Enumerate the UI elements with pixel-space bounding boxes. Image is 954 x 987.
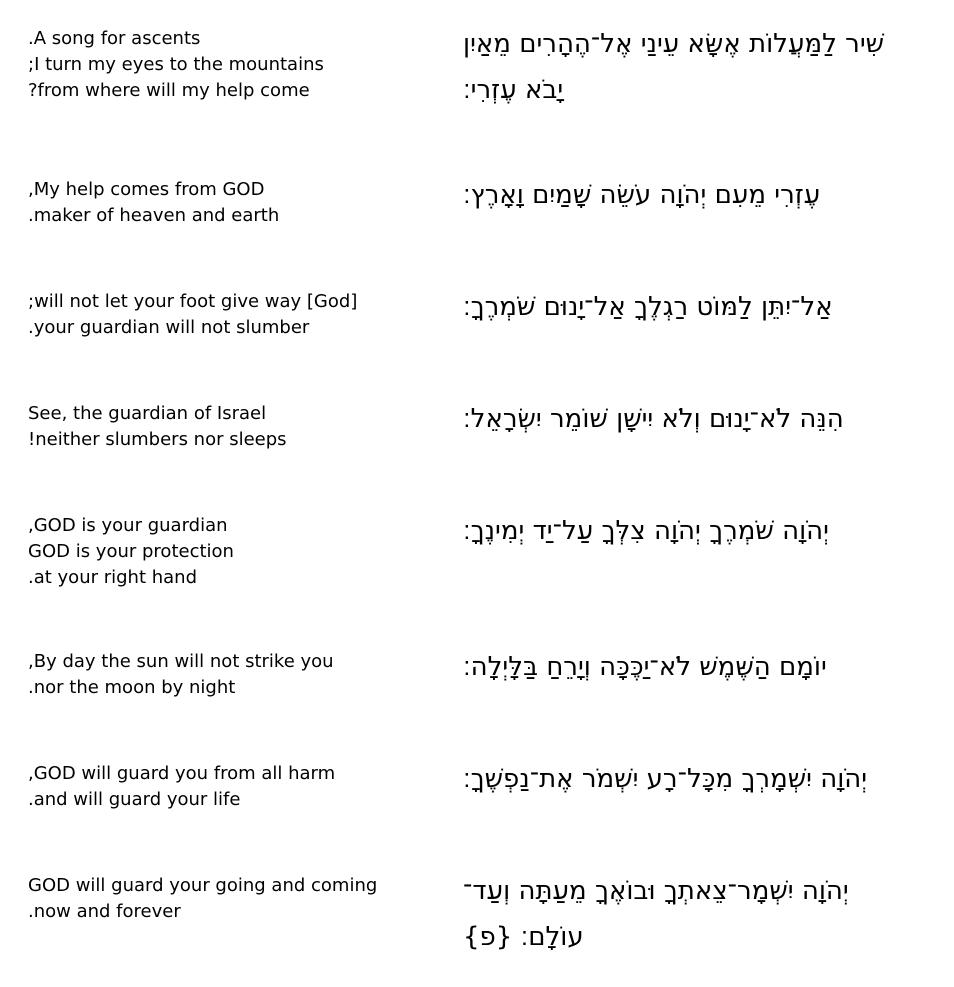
english-line: ,GOD will guard you from all harm xyxy=(28,763,336,784)
verse-row-1 xyxy=(0,26,954,113)
english-line: .and will guard your life xyxy=(28,789,241,810)
hebrew-line: יְהֹוָה שֹׁמְרֶךָ יְהֹוָה צִלְּךָ עַל־יַד יְמִינֶךָ׃ xyxy=(463,516,829,546)
verse-row-2 xyxy=(0,177,954,229)
hebrew-verse xyxy=(455,756,954,802)
hebrew-line: עֶזְרִי מֵעִם יְהֹוָה עֹשֵׂה שָׁמַיִם וָאָרֶץ׃ xyxy=(463,180,821,210)
english-line: ;will not let your foot give way [God] xyxy=(28,291,358,312)
hebrew-line: הִנֵּה לֹא־יָנוּם וְלֹא יִישָׁן שׁוֹמֵר יִשְׂרָאֵל׃ xyxy=(463,404,844,434)
hebrew-line: אַל־יִתֵּן לַמּוֹט רַגְלֶךָ אַל־יָנוּם שֹׁמְרֶךָ׃ xyxy=(463,292,833,322)
english-line: !neither slumbers nor sleeps xyxy=(28,429,287,450)
english-line: ;I turn my eyes to the mountains xyxy=(28,54,324,75)
english-line: GOD is your protection xyxy=(28,541,234,562)
hebrew-line: יוֹמָם הַשֶּׁמֶשׁ לֹא־יַכֶּכָּה וְיָרֵחַ בַּלָּיְלָה׃ xyxy=(463,652,827,682)
hebrew-verse xyxy=(455,284,954,330)
verse-row-8 xyxy=(0,873,954,960)
english-line: ?from where will my help come xyxy=(28,80,310,101)
hebrew-line: שִׁיר לַמַּעֲלוֹת אֶשָּׂא עֵינַי אֶל־הֶהָרִים מֵאַיִן xyxy=(463,29,885,59)
hebrew-line: עוֹלָם׃ {פ} xyxy=(463,922,584,952)
verse-row-5 xyxy=(0,513,954,591)
english-line: .nor the moon by night xyxy=(28,677,236,698)
hebrew-verse xyxy=(455,508,954,554)
hebrew-verse xyxy=(455,21,954,113)
verse-row-7 xyxy=(0,761,954,813)
english-line: ,GOD is your guardian xyxy=(28,515,228,536)
hebrew-verse xyxy=(455,644,954,690)
english-translation xyxy=(0,513,455,591)
english-line: ,By day the sun will not strike you xyxy=(28,651,334,672)
hebrew-line: יְהֹוָה יִשְׁמָרְךָ מִכָּל־רָע יִשְׁמֹר אֶת־נַפְשֶׁךָ׃ xyxy=(463,764,868,794)
hebrew-line: יְהֹוָה יִשְׁמָר־צֵאתְךָ וּבוֹאֶךָ מֵעַתָּה וְעַד־ xyxy=(463,876,849,906)
hebrew-verse xyxy=(455,868,954,960)
english-line: ,My help comes from GOD xyxy=(28,179,265,200)
english-translation xyxy=(0,26,455,104)
english-line: See, the guardian of Israel xyxy=(28,403,267,424)
hebrew-verse xyxy=(455,396,954,442)
hebrew-line: יָבֹא עֶזְרִי׃ xyxy=(463,75,564,105)
english-translation xyxy=(0,873,455,925)
english-line: .at your right hand xyxy=(28,567,198,588)
english-line: GOD will guard your going and coming xyxy=(28,875,378,896)
english-translation xyxy=(0,177,455,229)
english-line: .A song for ascents xyxy=(28,28,201,49)
verse-row-6 xyxy=(0,649,954,701)
english-translation xyxy=(0,289,455,341)
english-line: .your guardian will not slumber xyxy=(28,317,310,338)
english-translation xyxy=(0,401,455,453)
english-translation xyxy=(0,649,455,701)
verse-row-3 xyxy=(0,289,954,341)
verse-row-4 xyxy=(0,401,954,453)
english-line: .maker of heaven and earth xyxy=(28,205,280,226)
english-translation xyxy=(0,761,455,813)
english-line: .now and forever xyxy=(28,901,181,922)
hebrew-verse xyxy=(455,172,954,218)
